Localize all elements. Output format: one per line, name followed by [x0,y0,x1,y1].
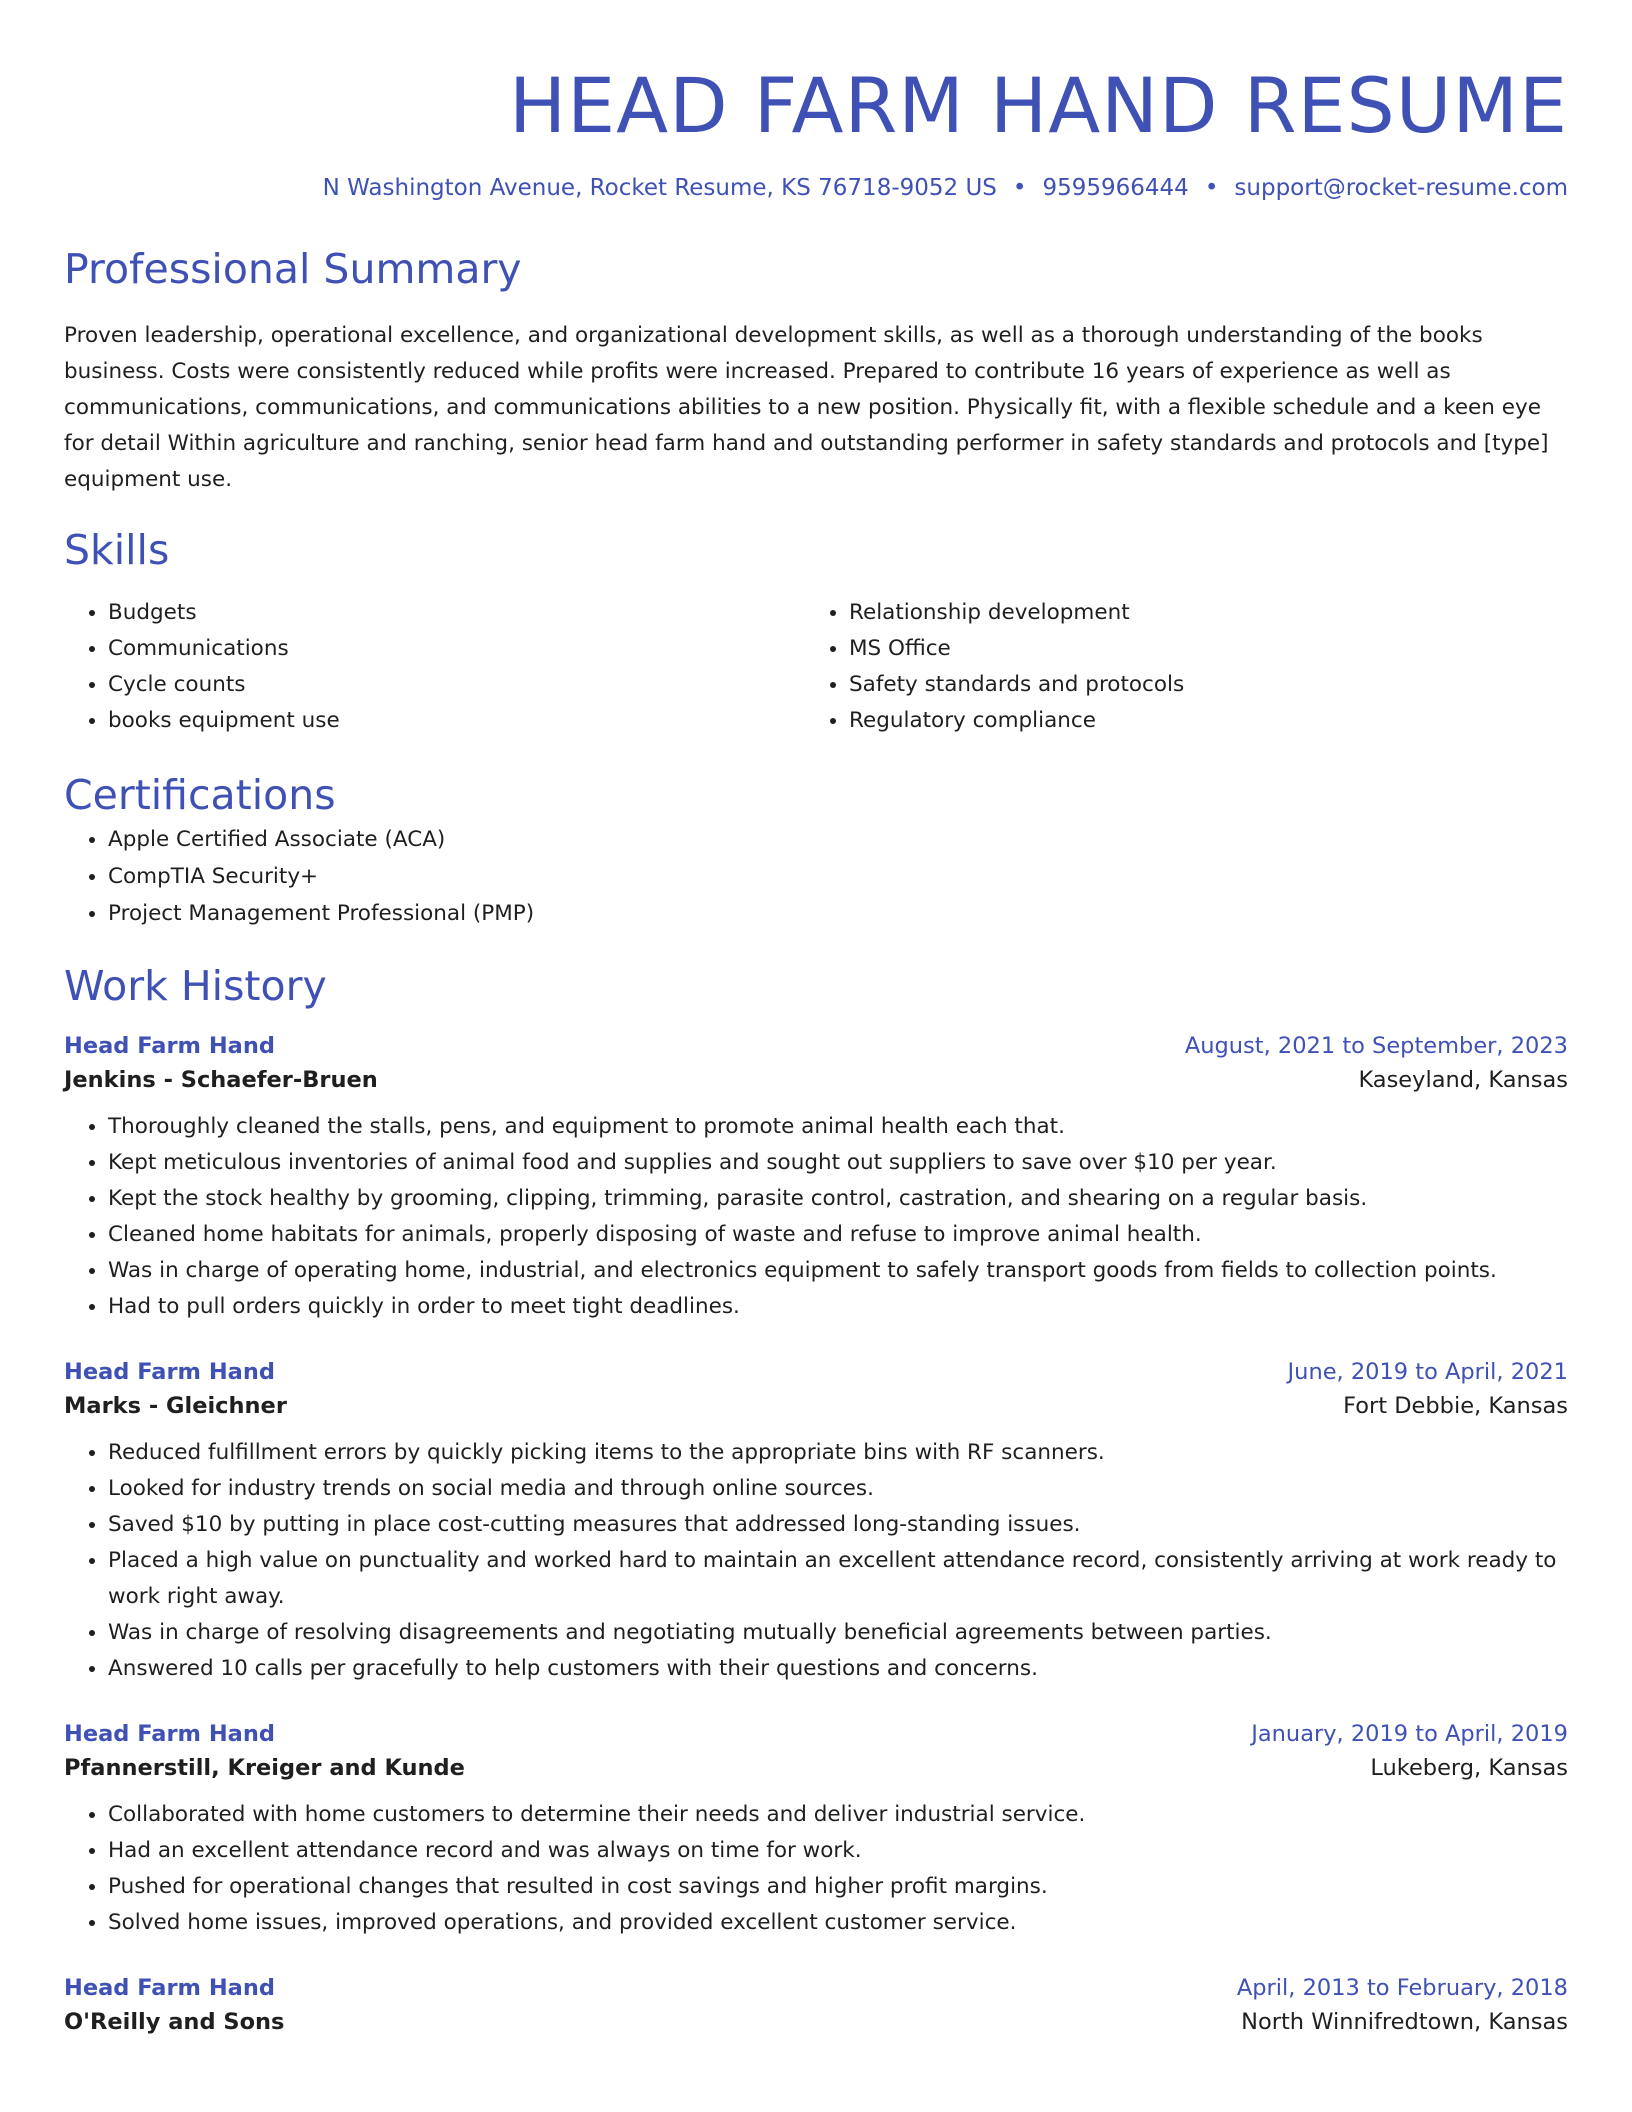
contact-phone: 9595966444 [1042,175,1189,201]
job-bullets [64,1109,1568,1325]
job-header-row [64,1975,1568,2001]
skill-item: • Communications [108,631,805,667]
job-bullet: • Cleaned home habitats for animals, properly disposing of waste and refuse to improve animal health. [108,1217,1568,1253]
job-title: Head Farm Hand [64,1974,275,2001]
contact-separator: • [1204,175,1219,201]
skills-list-right [805,595,1546,739]
job-header-row [64,1359,1568,1385]
job-entry [64,1975,1568,2035]
job-bullet: • Was in charge of operating home, industrial, and electronics equipment to safely transport goods from fields to collection points. [108,1253,1568,1289]
skill-item: • Relationship development [849,595,1546,631]
resume-title: HEAD FARM HAND RESUME [508,61,1568,150]
job-employer-row [64,1755,1568,1781]
job-employer-row [64,1393,1568,1419]
job-bullet: • Saved $10 by putting in place cost-cutting measures that addressed long-standing issues. [108,1507,1568,1543]
contact-address: N Washington Avenue, Rocket Resume, KS 76718-9052 US [322,175,997,201]
job-company: O'Reilly and Sons [64,2008,285,2035]
job-company: Jenkins - Schaefer-Bruen [64,1066,378,1093]
job-location: North Winnifredtown, Kansas [1241,2008,1568,2035]
skill-item: • Cycle counts [108,667,805,703]
job-title: Head Farm Hand [64,1720,275,1747]
job-bullet: • Answered 10 calls per gracefully to help customers with their questions and concerns. [108,1651,1568,1687]
job-company: Marks - Gleichner [64,1392,287,1419]
job-bullet: • Pushed for operational changes that resulted in cost savings and higher profit margins. [108,1869,1568,1905]
job-header-row [64,1721,1568,1747]
job-header-row [64,1033,1568,1059]
job-bullets [64,1435,1568,1687]
job-title: Head Farm Hand [64,1032,275,1059]
certifications-list [64,821,1568,932]
certification-item: • Apple Certified Associate (ACA) [108,821,1568,858]
job-bullet: • Had an excellent attendance record and was always on time for work. [108,1833,1568,1869]
skill-item: • MS Office [849,631,1546,667]
job-location: Fort Debbie, Kansas [1343,1392,1568,1419]
certifications-heading: Certifications [64,771,336,820]
job-bullet: • Kept meticulous inventories of animal food and supplies and sought out suppliers to save over $10 per year. [108,1145,1568,1181]
job-bullet: • Collaborated with home customers to determine their needs and deliver industrial service. [108,1797,1568,1833]
job-company: Pfannerstill, Kreiger and Kunde [64,1754,465,1781]
job-bullet: • Was in charge of resolving disagreements and negotiating mutually beneficial agreements between parties. [108,1615,1568,1651]
job-bullet: • Had to pull orders quickly in order to meet tight deadlines. [108,1289,1568,1325]
job-bullet: • Solved home issues, improved operations, and provided excellent customer service. [108,1905,1568,1941]
job-title: Head Farm Hand [64,1358,275,1385]
job-dates: January, 2019 to April, 2019 [1251,1720,1568,1747]
work-history-heading: Work History [64,961,327,1010]
skill-item: • Regulatory compliance [849,703,1546,739]
job-location: Lukeberg, Kansas [1370,1754,1568,1781]
skills-list-left [64,595,805,739]
skills-grid [64,595,1568,739]
job-entry [64,1033,1568,1325]
job-bullet: • Reduced fulfillment errors by quickly picking items to the appropriate bins with RF scanners. [108,1435,1568,1471]
certification-item: • CompTIA Security+ [108,858,1568,895]
skill-item: • Budgets [108,595,805,631]
summary-text: Proven leadership, operational excellence, and organizational development skills, as well as a thorough understanding of the books business. Costs were consistently reduced while profits were increased. Prepared to contribute 16 years of experience as well as communications, communications, and communications abilities to a new position. Physically fit, with a flexible schedule and a keen eye for detail Within agriculture and ranching, senior head farm hand and outstanding performer in safety standards and protocols and [type] equipment use. [64,323,1549,493]
summary-heading: Professional Summary [64,245,522,293]
job-dates: August, 2021 to September, 2023 [1184,1032,1568,1059]
skills-heading: Skills [64,526,170,575]
certification-item: • Project Management Professional (PMP) [108,895,1568,932]
skill-item: • books equipment use [108,703,805,739]
job-bullet: • Thoroughly cleaned the stalls, pens, and equipment to promote animal health each that. [108,1109,1568,1145]
job-bullet: • Kept the stock healthy by grooming, clipping, trimming, parasite control, castration, and shearing on a regular basis. [108,1181,1568,1217]
skill-item: • Safety standards and protocols [849,667,1546,703]
job-bullet: • Looked for industry trends on social media and through online sources. [108,1471,1568,1507]
job-employer-row [64,2009,1568,2035]
job-employer-row [64,1067,1568,1093]
contact-email[interactable]: support@rocket-resume.com [1234,175,1568,201]
job-dates: April, 2013 to February, 2018 [1236,1974,1568,2001]
job-entry [64,1359,1568,1687]
job-dates: June, 2019 to April, 2021 [1287,1358,1568,1385]
skills-column-left [64,595,805,739]
job-bullet: • Placed a high value on punctuality and worked hard to maintain an excellent attendance record, consistently arriving at work ready to work right away. [108,1543,1568,1615]
contact-line [64,175,1568,201]
contact-separator: • [1012,175,1027,201]
job-bullets [64,1797,1568,1941]
job-entry [64,1721,1568,1941]
job-location: Kaseyland, Kansas [1358,1066,1568,1093]
skills-column-right [805,595,1546,739]
